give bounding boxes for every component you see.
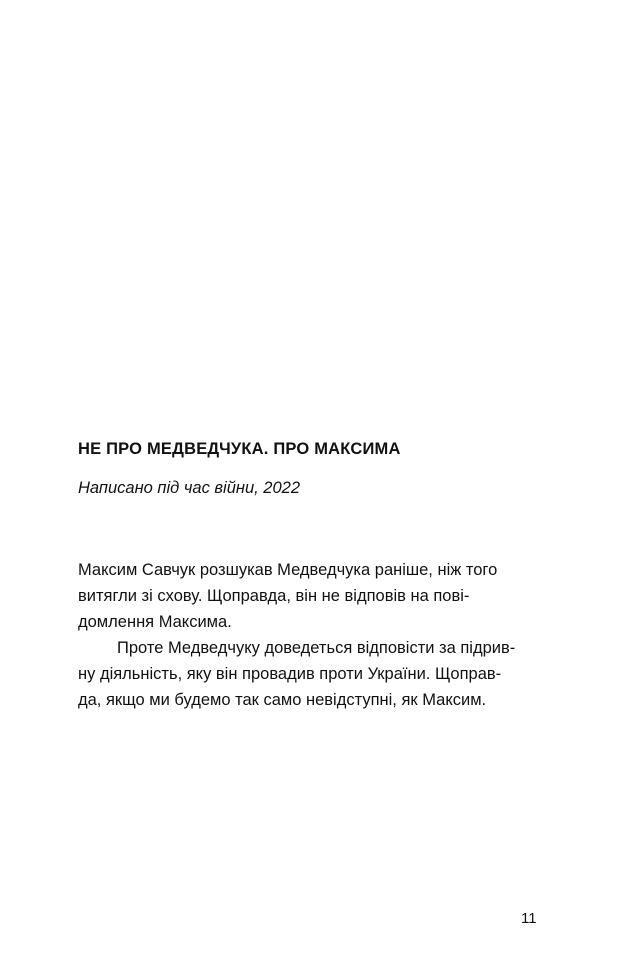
- body-line: да, якщо ми будемо так само невідступні, як Максим.: [78, 691, 487, 709]
- body-line: Проте Медведчуку доведеться відповісти за підрив-: [117, 639, 516, 657]
- chapter-title: НЕ ПРО МЕДВЕДЧУКА. ПРО МАКСИМА: [78, 440, 401, 458]
- body-line: витягли зі схову. Щоправда, він не відповів на пові-: [78, 587, 470, 605]
- body-line: ну діяльність, яку він провадив проти України. Щоправ-: [78, 665, 502, 683]
- chapter-subtitle: Написано під час війни, 2022: [78, 479, 301, 497]
- body-line: домлення Максима.: [78, 613, 232, 631]
- page-number: 11: [521, 910, 537, 927]
- body-line: Максим Савчук розшукав Медведчука раніше, ніж того: [78, 561, 498, 579]
- chapter-body: [78, 557, 538, 713]
